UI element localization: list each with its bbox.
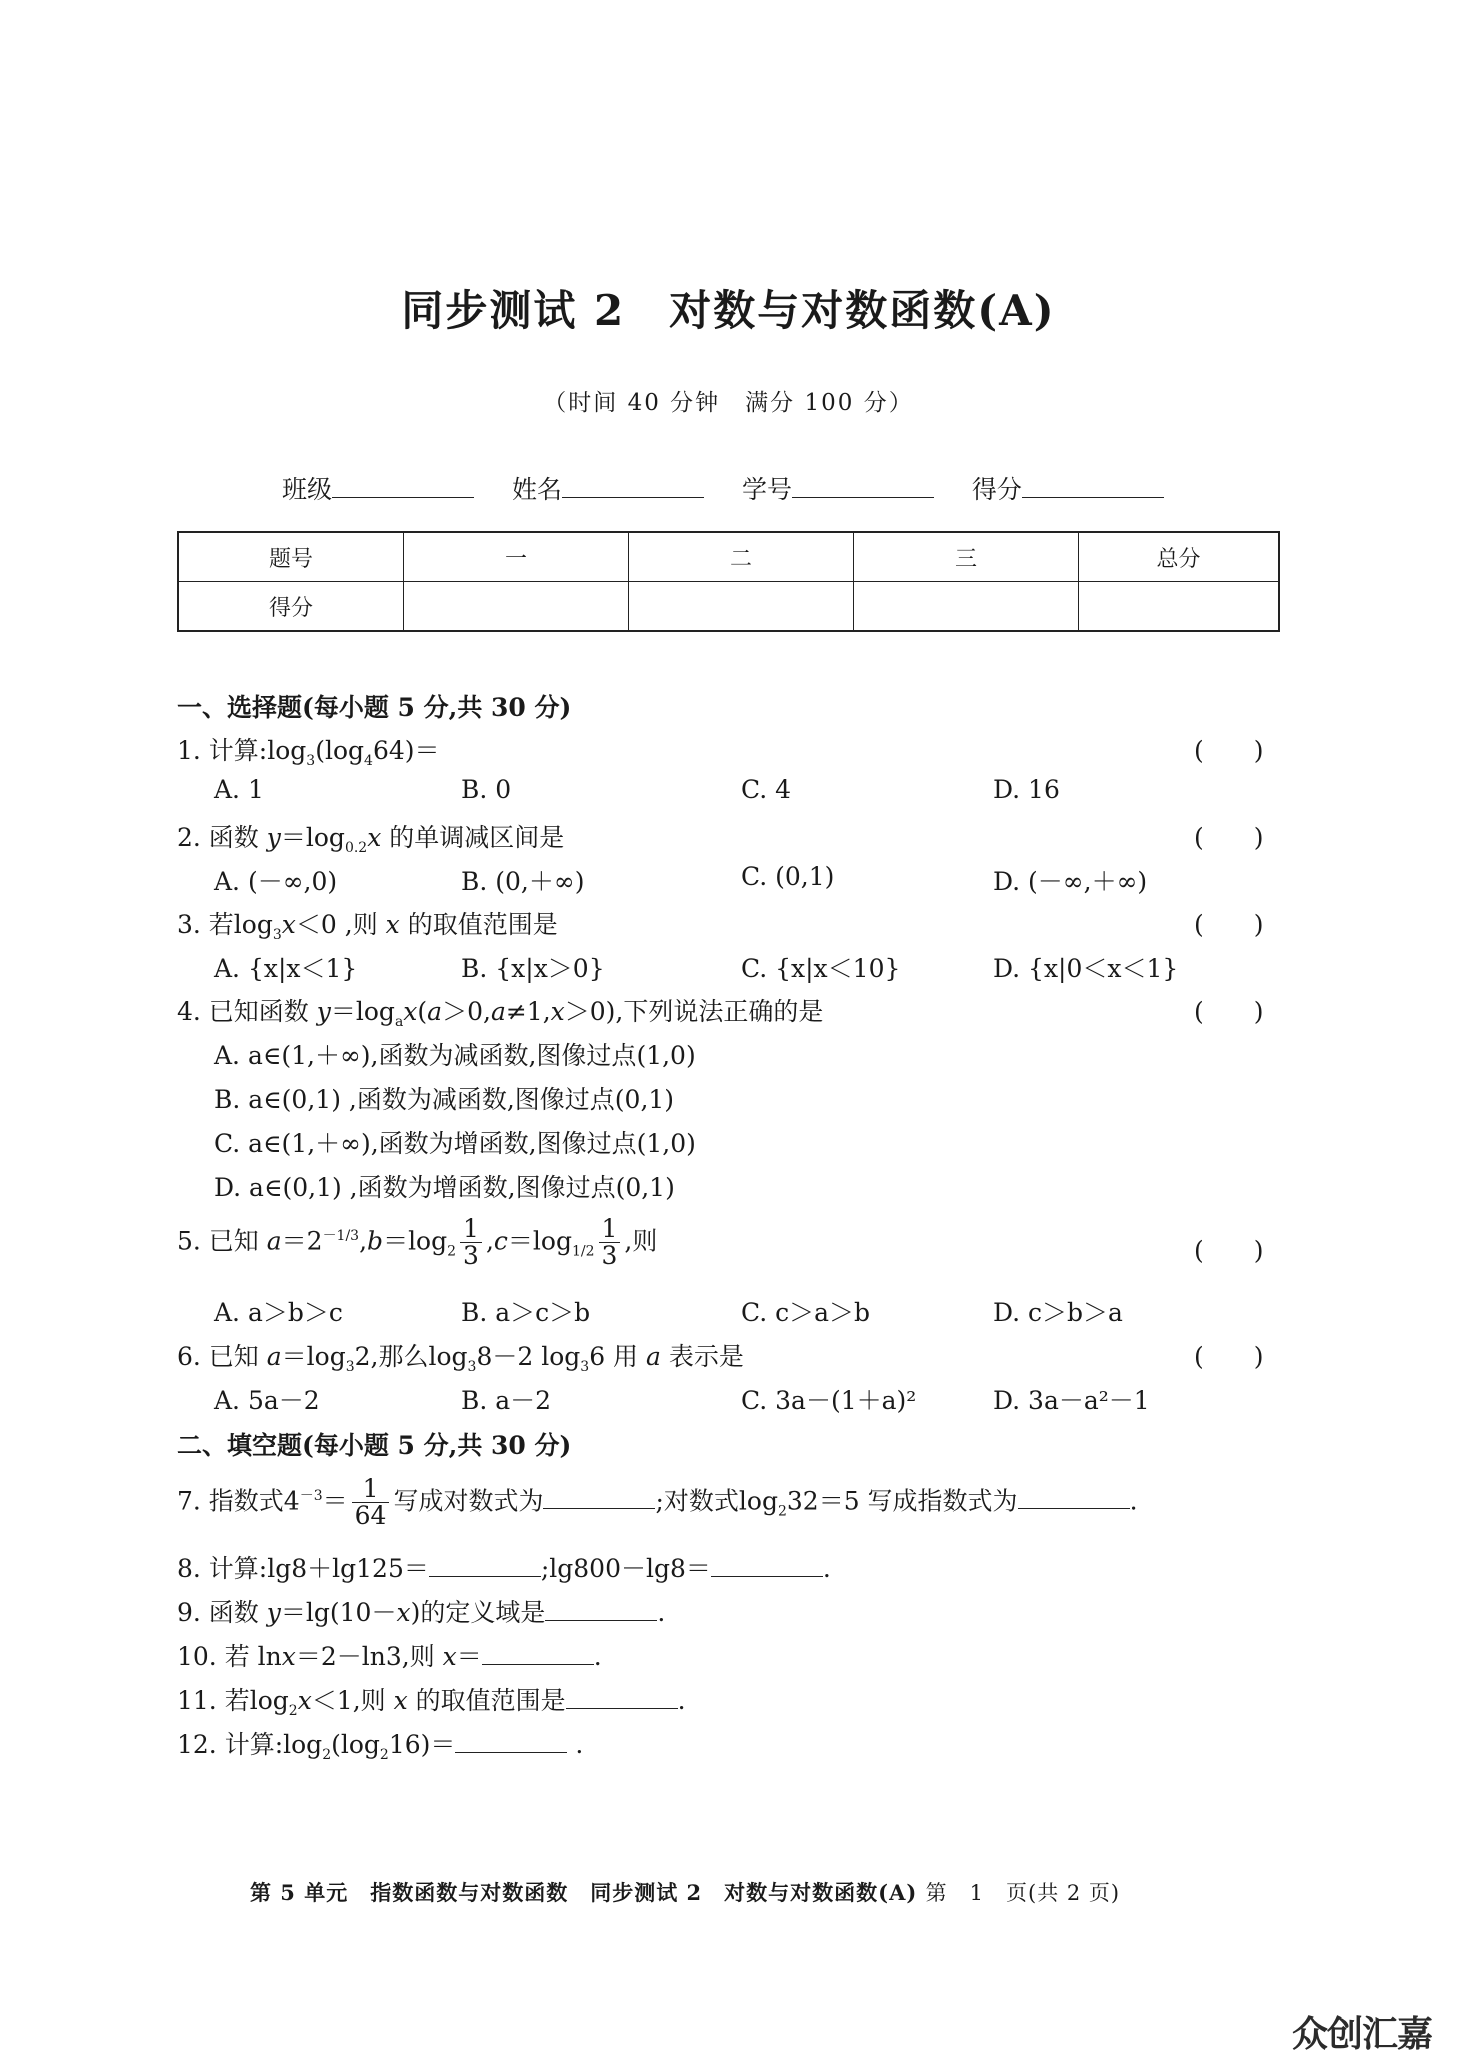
question-7: 7. 指数式$4^{-3}=$ $\frac{1}{64}$ 写成对数式为 ;对数式$\log_232=5$ 写成指数式为 .	[177, 1474, 1138, 1531]
table-cell: 一	[404, 532, 629, 582]
option: C. c＞a＞b	[741, 1298, 871, 1327]
question-3: 3. 若$\log_3x<0$ ,则 x 的取值范围是	[177, 910, 558, 943]
class-blank[interactable]	[332, 475, 474, 498]
page-title: 同步测试 2 对数与对数函数(A)	[401, 286, 1056, 335]
score-table	[177, 531, 1280, 632]
answer-paren[interactable]: ( )	[1194, 1236, 1264, 1265]
table-cell: 二	[629, 532, 854, 582]
page-number: 第 1 页(共 2 页)	[925, 1881, 1121, 1905]
option: C. 3a－(1＋a)²	[741, 1386, 917, 1415]
table-cell: 三	[854, 532, 1079, 582]
option: B. 0	[461, 775, 512, 804]
answer-blank[interactable]	[711, 1556, 823, 1577]
option: A. 5a－2	[214, 1386, 320, 1415]
option: C. (0,1)	[741, 862, 835, 891]
option: A. {x|x＜1}	[214, 954, 358, 983]
answer-paren[interactable]: ( )	[1194, 910, 1264, 939]
section-1-title: 一、选择题(每小题 5 分,共 30 分)	[177, 693, 572, 722]
watermark: 众创汇嘉	[1292, 2014, 1433, 2055]
id-blank[interactable]	[792, 475, 934, 498]
option: B. (0,＋∞)	[461, 867, 585, 896]
score-cell-1[interactable]	[404, 582, 629, 632]
option: B. {x|x＞0}	[461, 954, 605, 983]
question-6: 6. 已知 $a=\log_32$,那么$\log_38-2$ $\log_36$ 用 a 表示是	[177, 1342, 744, 1375]
question-1: 1. 计算$:\log_3(\log_464)=$	[177, 736, 440, 769]
answer-blank[interactable]	[429, 1556, 541, 1577]
option: C. 4	[741, 775, 792, 804]
question-11: 11. 若$\log_2x<1$,则 x 的取值范围是 .	[177, 1686, 686, 1719]
option: A. 1	[214, 775, 264, 804]
name-label: 姓名	[511, 475, 562, 504]
answer-blank[interactable]	[566, 1688, 678, 1709]
answer-paren[interactable]: ( )	[1194, 823, 1264, 852]
page-footer	[250, 1877, 1120, 1907]
option: C. a∈(1,＋∞),函数为增函数,图像过点(1,0)	[214, 1129, 696, 1158]
option: B. a∈(0,1) ,函数为减函数,图像过点(0,1)	[214, 1085, 675, 1114]
option: B. a－2	[461, 1386, 552, 1415]
option: A. a∈(1,＋∞),函数为减函数,图像过点(1,0)	[214, 1041, 696, 1070]
option: B. a＞c＞b	[461, 1298, 591, 1327]
answer-paren[interactable]: ( )	[1194, 736, 1264, 765]
question-10: 10. 若 lnx＝2－ln3,则 x＝ .	[177, 1642, 602, 1671]
answer-blank[interactable]	[543, 1488, 655, 1509]
name-blank[interactable]	[562, 475, 704, 498]
option: D. (－∞,＋∞)	[993, 867, 1148, 896]
answer-blank[interactable]	[482, 1644, 594, 1665]
question-12: 12. 计算$:\log_2(\log_216)=$ .	[177, 1730, 584, 1763]
score-cell-total[interactable]	[1079, 582, 1280, 632]
table-cell: 题号	[178, 532, 404, 582]
answer-paren[interactable]: ( )	[1194, 997, 1264, 1026]
score-table-header-row	[178, 532, 1279, 582]
option: D. 3a－a²－1	[993, 1386, 1150, 1415]
option: D. a∈(0,1) ,函数为增函数,图像过点(0,1)	[214, 1173, 675, 1202]
footer-text: 第 5 单元 指数函数与对数函数 同步测试 2 对数与对数函数(A)	[250, 1880, 918, 1905]
page-subtitle: （时间 40 分钟 满分 100 分）	[543, 390, 914, 416]
option: A. a＞b＞c	[214, 1298, 343, 1327]
table-cell: 总分	[1079, 532, 1280, 582]
answer-blank[interactable]	[545, 1600, 657, 1621]
option: D. 16	[993, 775, 1060, 804]
student-info	[282, 470, 1194, 506]
score-cell-3[interactable]	[854, 582, 1079, 632]
id-label: 学号	[741, 475, 792, 504]
section-2-title: 二、填空题(每小题 5 分,共 30 分)	[177, 1431, 572, 1460]
question-5: 5. 已知 $a=2^{-1/3},b=\log_2$ $\frac{1}{3}$ $,c=\log_{1/2}$ $\frac{1}{3}$ ,则	[177, 1214, 658, 1271]
answer-blank[interactable]	[1018, 1488, 1130, 1509]
score-table-score-row	[178, 582, 1279, 632]
score-cell-2[interactable]	[629, 582, 854, 632]
answer-blank[interactable]	[455, 1732, 567, 1753]
question-4: 4. 已知函数 $y=\log_ax(a>0,a\ne 1,x>0)$,下列说法正确的是	[177, 997, 824, 1030]
table-cell: 得分	[178, 582, 404, 632]
score-label: 得分	[971, 475, 1022, 504]
option: D. c＞b＞a	[993, 1298, 1123, 1327]
question-8: 8. 计算:lg8＋lg125＝ ;lg800－lg8＝ .	[177, 1554, 831, 1583]
option: C. {x|x＜10}	[741, 954, 901, 983]
score-blank[interactable]	[1022, 475, 1164, 498]
question-9: 9. 函数 y＝lg(10－x)的定义域是 .	[177, 1598, 666, 1627]
class-label: 班级	[282, 475, 333, 504]
question-2: 2. 函数 $y=\log_{0.2}x$ 的单调减区间是	[177, 823, 565, 856]
answer-paren[interactable]: ( )	[1194, 1342, 1264, 1371]
option: A. (－∞,0)	[214, 867, 338, 896]
option: D. {x|0＜x＜1}	[993, 954, 1179, 983]
